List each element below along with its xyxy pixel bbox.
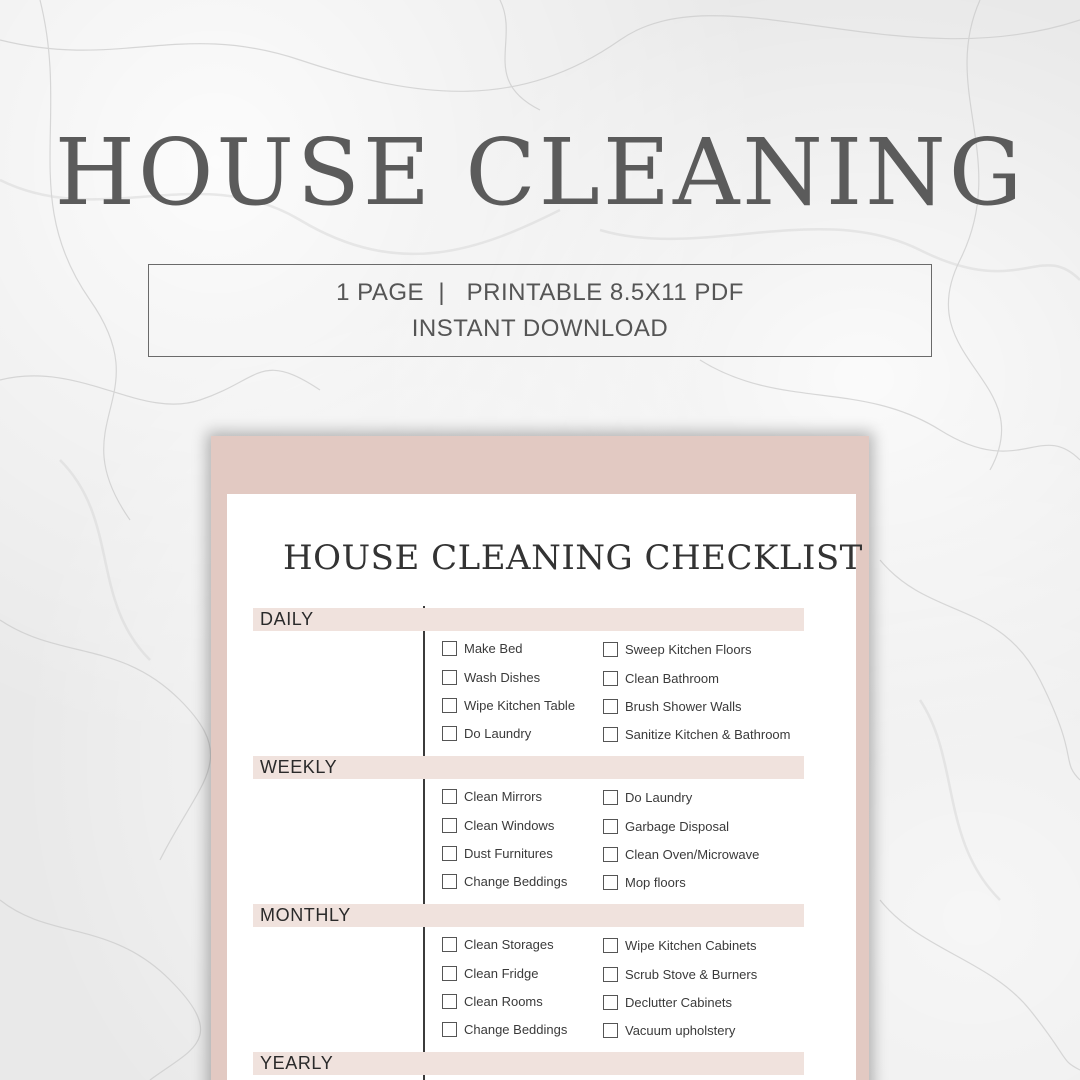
checkbox[interactable] (603, 727, 618, 742)
item-label: Brush Shower Walls (625, 699, 742, 714)
section-band-yearly (253, 1052, 804, 1075)
checklist-item[interactable] (442, 789, 542, 804)
section-band-daily (253, 608, 804, 631)
checklist-item[interactable] (442, 1022, 567, 1037)
item-label: Dust Furnitures (464, 846, 553, 861)
column-divider (423, 606, 425, 1080)
checklist-item[interactable] (442, 726, 531, 741)
checkbox[interactable] (603, 642, 618, 657)
checklist-item[interactable] (603, 995, 732, 1010)
checklist-item[interactable] (603, 790, 692, 805)
checkbox[interactable] (442, 698, 457, 713)
checklist-sheet-body (227, 494, 863, 1080)
section-label-weekly: WEEKLY (260, 757, 338, 777)
checklist-item[interactable] (603, 1023, 735, 1038)
item-label: Clean Windows (464, 818, 555, 833)
item-label: Make Bed (464, 641, 523, 656)
checkbox[interactable] (603, 671, 618, 686)
checklist-item[interactable] (442, 670, 540, 685)
item-label: Clean Oven/Microwave (625, 847, 760, 862)
checklist-item[interactable] (603, 671, 719, 686)
item-label: Garbage Disposal (625, 819, 730, 834)
checkbox[interactable] (442, 994, 457, 1009)
info-line-download: INSTANT DOWNLOAD (411, 314, 669, 342)
checkbox[interactable] (603, 995, 618, 1010)
checklist-item[interactable] (442, 846, 553, 861)
checklist-item[interactable] (442, 966, 538, 981)
checkbox[interactable] (442, 966, 457, 981)
section-label-monthly: MONTHLY (260, 905, 351, 925)
item-label: Change Beddings (464, 1022, 568, 1037)
checkbox[interactable] (603, 875, 618, 890)
item-label: Sweep Kitchen Floors (625, 642, 752, 657)
main-title: HOUSE CLEANING (54, 119, 1026, 226)
item-label: Wipe Kitchen Table (464, 698, 576, 713)
checklist-item[interactable] (442, 994, 543, 1009)
item-label: Wipe Kitchen Cabinets (625, 938, 757, 953)
item-label: Change Beddings (464, 874, 568, 889)
checkbox[interactable] (603, 1023, 618, 1038)
checkbox[interactable] (603, 699, 618, 714)
checkbox[interactable] (442, 670, 457, 685)
info-box (148, 264, 932, 357)
item-label: Scrub Stove & Burners (625, 967, 758, 982)
checklist-item[interactable] (442, 698, 575, 713)
checkbox[interactable] (442, 1022, 457, 1037)
item-label: Clean Mirrors (464, 789, 543, 804)
item-label: Clean Fridge (464, 966, 539, 981)
checklist-item[interactable] (442, 641, 523, 656)
item-label: Do Laundry (464, 726, 532, 741)
item-label: Wash Dishes (464, 670, 541, 685)
checkbox[interactable] (603, 967, 618, 982)
checkbox[interactable] (603, 819, 618, 834)
item-label: Clean Rooms (464, 994, 543, 1009)
item-label: Do Laundry (625, 790, 693, 805)
item-label: Sanitize Kitchen & Bathroom (625, 727, 791, 742)
item-label: Vacuum upholstery (625, 1023, 736, 1038)
checkbox[interactable] (603, 790, 618, 805)
item-label: Declutter Cabinets (625, 995, 732, 1010)
checkbox[interactable] (442, 789, 457, 804)
checklist-item[interactable] (603, 967, 757, 982)
checkbox[interactable] (603, 938, 618, 953)
checklist-item[interactable] (603, 642, 751, 657)
checkbox[interactable] (442, 818, 457, 833)
checkbox[interactable] (442, 874, 457, 889)
checkbox[interactable] (603, 847, 618, 862)
section-label-daily: DAILY (260, 609, 314, 629)
checklist-item[interactable] (603, 875, 686, 890)
checkbox[interactable] (442, 726, 457, 741)
checklist-item[interactable] (603, 819, 729, 834)
checklist-title: HOUSE CLEANING CHECKLIST (283, 538, 863, 578)
checklist-item[interactable] (442, 937, 554, 952)
item-label: Mop floors (625, 875, 686, 890)
checklist-item[interactable] (603, 727, 790, 742)
checklist-item[interactable] (442, 818, 554, 833)
section-label-yearly: YEARLY (260, 1053, 334, 1073)
checkbox[interactable] (442, 937, 457, 952)
checkbox[interactable] (442, 641, 457, 656)
item-label: Clean Bathroom (625, 671, 719, 686)
checkbox[interactable] (442, 846, 457, 861)
checklist-item[interactable] (603, 938, 757, 953)
checklist-item[interactable] (442, 874, 567, 889)
checklist-item[interactable] (603, 847, 759, 862)
item-label: Clean Storages (464, 937, 554, 952)
info-line-pages-format: 1 PAGE | PRINTABLE 8.5X11 PDF (336, 278, 744, 306)
checklist-item[interactable] (603, 699, 742, 714)
